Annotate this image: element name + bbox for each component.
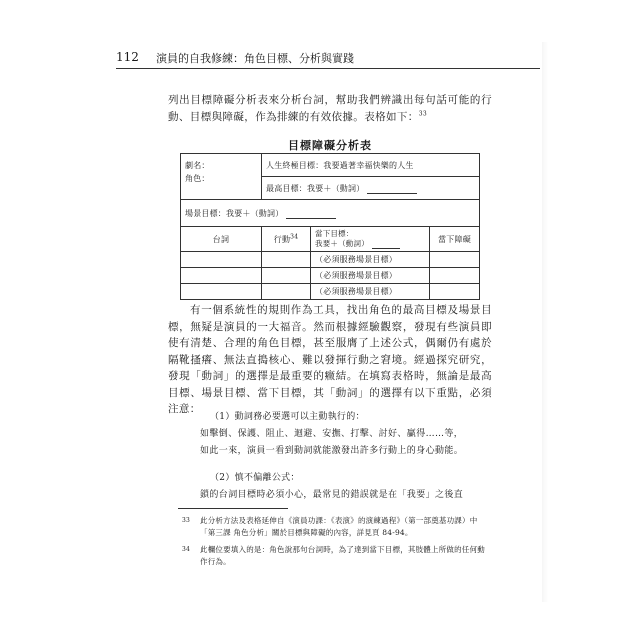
body-paragraph: 有一個系統性的規則作為工具，找出角色的最高目標及場景目標，無疑是演員的一大福音。然而根據經驗觀察，發現有些演員即使有清楚、合理的角色目標，甚至服膺了上述公式，偶爾仍有處於隔靴搔癢、無法直搗核心、難以發揮行動之窘境。經過探究研究，發現「動詞」的選擇是最重要的癥結。在填寫表格時，無論是最高目標、場景目標、當下目標，其「動詞」的選擇有以下重點，必須注意： xyxy=(168,304,492,415)
blank-line xyxy=(372,240,400,249)
super-objective-text: 最高目標：我要＋（動詞） xyxy=(266,183,365,193)
footnote-divider xyxy=(178,508,288,509)
table-cell xyxy=(262,268,311,284)
blank-line xyxy=(286,210,336,219)
col-lines xyxy=(181,227,262,252)
col-immediate-label-1: 當下目標： xyxy=(315,229,354,238)
footnote-ref-33: 33 xyxy=(418,110,428,117)
table-row xyxy=(181,268,480,284)
footnote-33 xyxy=(182,515,492,539)
point-2-line-1: 鎖的台詞目標時必須小心，最常見的錯誤就是在「我要」之後直 xyxy=(200,490,464,500)
page-edge-shadow xyxy=(542,42,548,602)
col-obstacle-label: 當下障礙 xyxy=(438,234,471,244)
point-1-line-1: 如擊倒、保護、阻止、迴避、安撫、打擊、討好、贏得……等， xyxy=(200,429,464,439)
table-cell xyxy=(311,252,430,268)
point-1-heading: （1）動詞務必要選可以主動執行的： xyxy=(210,412,365,422)
table-cell xyxy=(430,284,480,300)
col-immediate-label-2: 我要＋（動詞） xyxy=(315,239,369,248)
footnote-number: 34 xyxy=(182,546,191,553)
table-cell xyxy=(430,252,480,268)
row-note: （必須服務場景目標） xyxy=(315,271,397,280)
table-row xyxy=(181,252,480,268)
scene-goal-cell xyxy=(181,200,480,227)
row-note: （必須服務場景目標） xyxy=(315,255,397,264)
table-cell xyxy=(181,284,262,300)
play-label: 劇名： xyxy=(185,161,210,170)
footnote-text: 此分析方法及表格延伸自《演員功課：《表演》的演練過程》（第一部奠基功課）中「第三課 角色分析」關於目標與障礙的內容，詳見頁 84-94。 xyxy=(200,516,478,537)
intro-text: 列出目標障礙分析表來分析台詞，幫助我們辨識出每句話可能的行動、目標與障礙，作為排練的有效依據。表格如下： xyxy=(168,94,492,123)
blank-line xyxy=(367,185,417,194)
super-objective-cell xyxy=(262,177,480,200)
point-2-heading: （2）慎不偏離公式： xyxy=(210,473,300,483)
point-1-line-2: 如此一來，演員一看到動詞就能激發出許多行動上的身心動能。 xyxy=(200,446,464,456)
table-cell xyxy=(262,284,311,300)
table-row xyxy=(181,154,480,177)
life-goal-text: 人生終極目標：我要過著幸福快樂的人生 xyxy=(266,160,414,170)
footnote-text: 此欄位要填入的是：角色說那句台詞時，為了達到當下目標，其肢體上所做的任何動作行為。 xyxy=(200,545,485,566)
intro-paragraph xyxy=(168,92,492,125)
running-title: 演員的自我修練：角色目標、分析與實踐 xyxy=(156,52,354,65)
life-goal-cell xyxy=(262,154,480,177)
col-obstacle xyxy=(430,227,480,252)
col-action xyxy=(262,227,311,252)
col-immediate-line-2 xyxy=(315,239,425,249)
col-action-label: 行動 xyxy=(273,234,291,244)
play-character-cell xyxy=(181,154,262,200)
table-cell xyxy=(430,268,480,284)
table-row xyxy=(181,284,480,300)
character-label: 角色： xyxy=(185,174,210,183)
table-header-row xyxy=(181,227,480,252)
table-cell xyxy=(181,252,262,268)
row-note: （必須服務場景目標） xyxy=(315,287,397,296)
table-cell xyxy=(262,252,311,268)
table-title: 目標障礙分析表 xyxy=(288,139,372,152)
table-row xyxy=(181,200,480,227)
table-cell xyxy=(311,268,430,284)
running-header xyxy=(116,48,540,69)
col-immediate-goal xyxy=(311,227,430,252)
table-cell xyxy=(311,284,430,300)
footnote-ref-34: 34 xyxy=(290,232,299,240)
page-number: 112 xyxy=(116,50,139,64)
scene-goal-text: 場景目標：我要＋（動詞） xyxy=(185,208,284,218)
goal-obstacle-table xyxy=(180,153,480,300)
col-lines-label: 台詞 xyxy=(212,234,230,244)
table-cell xyxy=(181,268,262,284)
footnote-34 xyxy=(182,544,492,568)
footnote-number: 33 xyxy=(182,517,191,524)
